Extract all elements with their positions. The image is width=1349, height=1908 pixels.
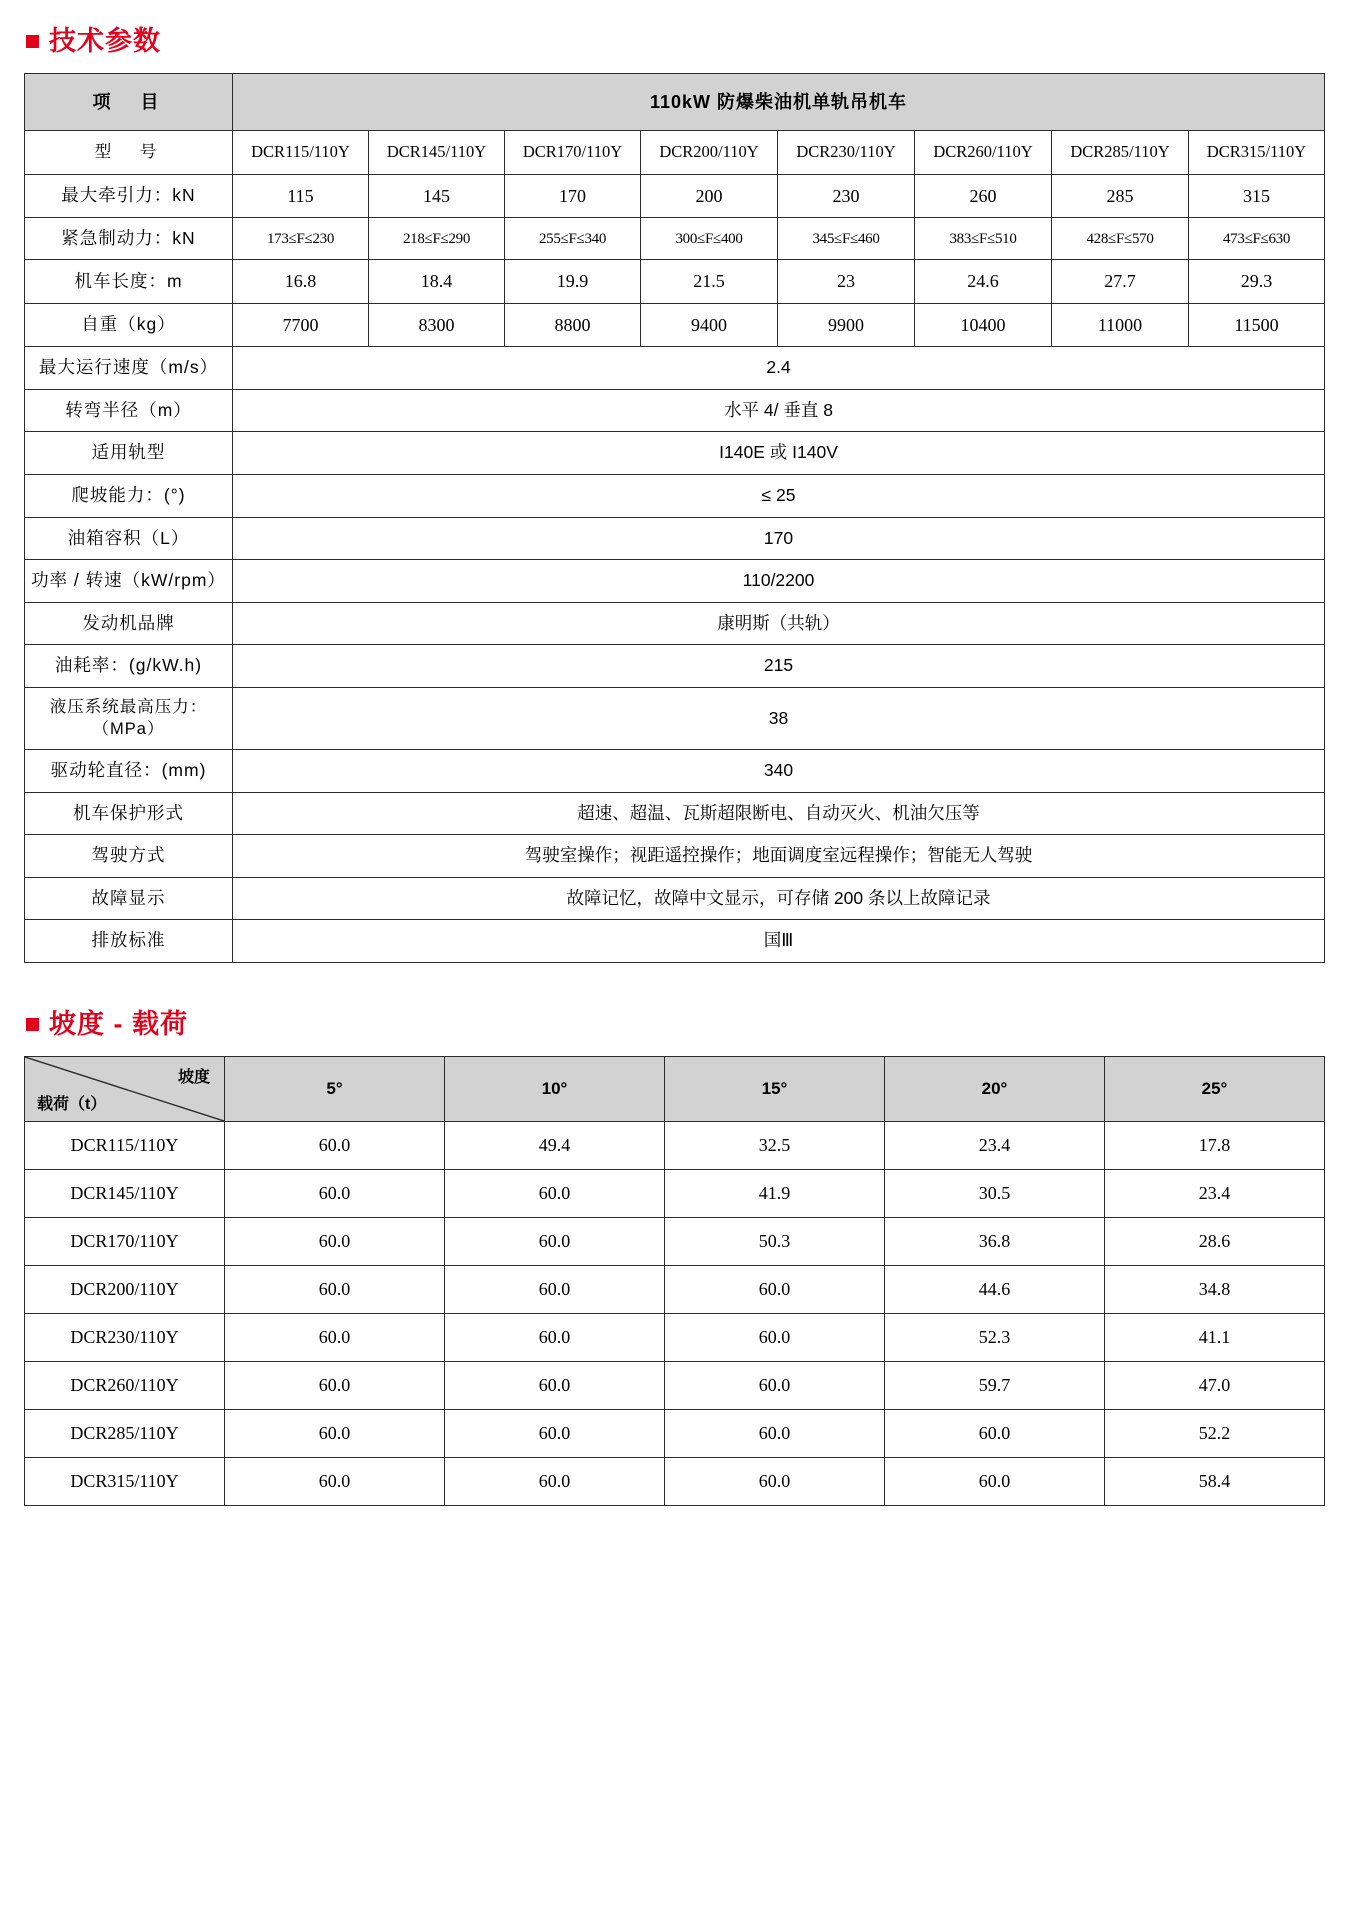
slope-row-value: 41.9 [665,1170,885,1218]
table-row [25,1314,1325,1362]
spec-model-cell: DCR200/110Y [641,131,778,174]
spec-row-label: 适用轨型 [25,432,233,475]
spec-row-value: 故障记忆，故障中文显示，可存储 200 条以上故障记录 [233,877,1325,920]
spec-model-cell: DCR230/110Y [778,131,915,174]
spec-row-label: 驱动轮直径：(mm) [25,749,233,792]
slope-column-header: 10° [445,1057,665,1122]
spec-row-label: 驾驶方式 [25,835,233,878]
slope-row-value: 60.0 [225,1410,445,1458]
slope-row-value: 36.8 [885,1218,1105,1266]
spec-row [25,920,1325,963]
spec-row-cell: 18.4 [369,260,505,303]
spec-row [25,174,1325,217]
spec-row-cell: 383≤F≤510 [915,217,1052,260]
spec-row-cell: 11000 [1052,303,1189,346]
spec-row-value: 38 [233,688,1325,750]
slope-row-value: 60.0 [225,1170,445,1218]
spec-row-value: 驾驶室操作；视距遥控操作；地面调度室远程操作；智能无人驾驶 [233,835,1325,878]
slope-row-value: 59.7 [885,1362,1105,1410]
spec-row-cell: 19.9 [505,260,641,303]
section-title-spec: 技术参数 [49,26,161,56]
spec-row [25,877,1325,920]
slope-row-value: 44.6 [885,1266,1105,1314]
slope-row-value: 28.6 [1105,1218,1325,1266]
spec-row [25,474,1325,517]
spec-row-cell: 11500 [1189,303,1325,346]
spec-row-cell: 428≤F≤570 [1052,217,1189,260]
table-row [25,1362,1325,1410]
table-row [25,1122,1325,1170]
spec-row-value: 康明斯（共轨） [233,602,1325,645]
spec-row-cell: 16.8 [233,260,369,303]
slope-row-value: 60.0 [225,1314,445,1362]
spec-model-cell: DCR285/110Y [1052,131,1189,174]
section-heading-spec [26,28,1325,55]
slope-row-model: DCR170/110Y [25,1218,225,1266]
spec-model-cell: DCR315/110Y [1189,131,1325,174]
table-row [25,1170,1325,1218]
spec-row [25,835,1325,878]
slope-corner-cell [25,1057,225,1122]
slope-row-value: 60.0 [445,1410,665,1458]
spec-row-cell: 230 [778,174,915,217]
slope-row-value: 60.0 [665,1362,885,1410]
slope-row-value: 60.0 [225,1362,445,1410]
spec-row-cell: 8300 [369,303,505,346]
spec-row [25,260,1325,303]
spec-row-label: 故障显示 [25,877,233,920]
table-row [25,1458,1325,1506]
slope-row-model: DCR315/110Y [25,1458,225,1506]
spec-row-label: 油箱容积（L） [25,517,233,560]
spec-row [25,602,1325,645]
spec-row-label: 发动机品牌 [25,602,233,645]
spec-row [25,432,1325,475]
spec-model-cell: DCR170/110Y [505,131,641,174]
square-bullet-icon [26,1018,39,1031]
spec-row-cell: 29.3 [1189,260,1325,303]
spec-row [25,792,1325,835]
slope-table-header [25,1057,1325,1122]
spec-row-label: 自重（kg） [25,303,233,346]
slope-row-value: 60.0 [445,1170,665,1218]
slope-row-value: 50.3 [665,1218,885,1266]
slope-corner-top-label: 坡度 [177,1069,210,1087]
spec-row-cell: 300≤F≤400 [641,217,778,260]
slope-row-model: DCR260/110Y [25,1362,225,1410]
slope-row-value: 32.5 [665,1122,885,1170]
spec-row-value: 2.4 [233,347,1325,390]
spec-row [25,560,1325,603]
spec-header-item-label: 项 目 [25,74,233,131]
slope-row-value: 58.4 [1105,1458,1325,1506]
slope-column-header: 20° [885,1057,1105,1122]
spec-model-cell: DCR145/110Y [369,131,505,174]
slope-row-value: 23.4 [1105,1170,1325,1218]
slope-row-value: 60.0 [225,1122,445,1170]
spec-row-cell: 9400 [641,303,778,346]
spec-row-cell: 10400 [915,303,1052,346]
slope-row-value: 17.8 [1105,1122,1325,1170]
spec-row-value: 水平 4/ 垂直 8 [233,389,1325,432]
slope-row-value: 60.0 [665,1314,885,1362]
spec-row [25,517,1325,560]
spec-header-row [25,74,1325,131]
spec-row-label: 油耗率：(g/kW.h) [25,645,233,688]
spec-row-label: 最大运行速度（m/s） [25,347,233,390]
section-title-slope: 坡度 - 载荷 [49,1009,188,1040]
slope-row-value: 60.0 [445,1314,665,1362]
spec-row-cell: 8800 [505,303,641,346]
slope-corner-bottom-label: 载荷（t） [37,1096,107,1114]
slope-row-model: DCR145/110Y [25,1170,225,1218]
spec-row-cell: 24.6 [915,260,1052,303]
spec-row-label: 机车长度：m [25,260,233,303]
slope-column-header: 15° [665,1057,885,1122]
spec-row-label: 排放标准 [25,920,233,963]
square-bullet-icon [26,35,39,48]
spec-row-value: ≤ 25 [233,474,1325,517]
spec-row-value: 215 [233,645,1325,688]
slope-table-body [25,1122,1325,1506]
spec-row-cell: 9900 [778,303,915,346]
slope-row-value: 60.0 [225,1266,445,1314]
spec-row-value: 340 [233,749,1325,792]
spec-table [24,73,1325,963]
spec-row-cell: 345≤F≤460 [778,217,915,260]
spec-row-cell: 7700 [233,303,369,346]
slope-row-value: 52.2 [1105,1410,1325,1458]
spec-row [25,389,1325,432]
slope-row-value: 60.0 [445,1266,665,1314]
spec-row-cell: 255≤F≤340 [505,217,641,260]
section-heading-slope [26,1011,1325,1038]
spec-row-value: 170 [233,517,1325,560]
slope-row-model: DCR115/110Y [25,1122,225,1170]
spec-row-value: 超速、超温、瓦斯超限断电、自动灭火、机油欠压等 [233,792,1325,835]
slope-row-model: DCR285/110Y [25,1410,225,1458]
spec-row-label: 功率 / 转速（kW/rpm） [25,560,233,603]
spec-header-product-title: 110kW 防爆柴油机单轨吊机车 [233,74,1325,131]
slope-row-value: 60.0 [665,1266,885,1314]
slope-column-header: 25° [1105,1057,1325,1122]
slope-row-value: 60.0 [885,1458,1105,1506]
spec-row-label: 转弯半径（m） [25,389,233,432]
spec-row [25,688,1325,750]
slope-row-value: 47.0 [1105,1362,1325,1410]
spec-row-cell: 473≤F≤630 [1189,217,1325,260]
spec-model-label: 型 号 [25,131,233,174]
spec-row-cell: 315 [1189,174,1325,217]
spec-row [25,347,1325,390]
slope-row-value: 60.0 [885,1410,1105,1458]
spec-row-cell: 27.7 [1052,260,1189,303]
slope-row-model: DCR230/110Y [25,1314,225,1362]
spec-row-value: 110/2200 [233,560,1325,603]
spec-row-cell: 173≤F≤230 [233,217,369,260]
spec-row [25,749,1325,792]
spec-model-row [25,131,1325,174]
spec-row-label: 紧急制动力：kN [25,217,233,260]
slope-row-value: 52.3 [885,1314,1105,1362]
spec-row-cell: 218≤F≤290 [369,217,505,260]
slope-row-value: 60.0 [665,1410,885,1458]
slope-load-table [24,1056,1325,1506]
slope-row-value: 23.4 [885,1122,1105,1170]
spec-model-cell: DCR260/110Y [915,131,1052,174]
spec-row [25,645,1325,688]
slope-row-value: 60.0 [225,1218,445,1266]
spec-row-cell: 200 [641,174,778,217]
spec-row-label: 爬坡能力：(°) [25,474,233,517]
spec-row-cell: 285 [1052,174,1189,217]
spec-row-cell: 21.5 [641,260,778,303]
table-row [25,1218,1325,1266]
spec-row-cell: 23 [778,260,915,303]
spec-model-cell: DCR115/110Y [233,131,369,174]
spec-row-label: 最大牵引力：kN [25,174,233,217]
slope-row-value: 41.1 [1105,1314,1325,1362]
spec-row-label: 机车保护形式 [25,792,233,835]
slope-row-value: 30.5 [885,1170,1105,1218]
slope-row-value: 60.0 [445,1458,665,1506]
table-row [25,1266,1325,1314]
spec-row [25,303,1325,346]
slope-row-value: 60.0 [665,1458,885,1506]
slope-column-header: 5° [225,1057,445,1122]
spec-row [25,217,1325,260]
slope-row-value: 34.8 [1105,1266,1325,1314]
spec-row-value: I140E 或 I140V [233,432,1325,475]
spec-table-body [25,74,1325,963]
spec-row-value: 国Ⅲ [233,920,1325,963]
slope-row-value: 60.0 [225,1458,445,1506]
spec-row-label: 液压系统最高压力： （MPa） [25,688,233,750]
slope-row-model: DCR200/110Y [25,1266,225,1314]
slope-row-value: 49.4 [445,1122,665,1170]
spec-row-cell: 115 [233,174,369,217]
spec-row-cell: 170 [505,174,641,217]
spec-row-cell: 260 [915,174,1052,217]
table-row [25,1410,1325,1458]
spec-row-cell: 145 [369,174,505,217]
slope-row-value: 60.0 [445,1362,665,1410]
slope-row-value: 60.0 [445,1218,665,1266]
